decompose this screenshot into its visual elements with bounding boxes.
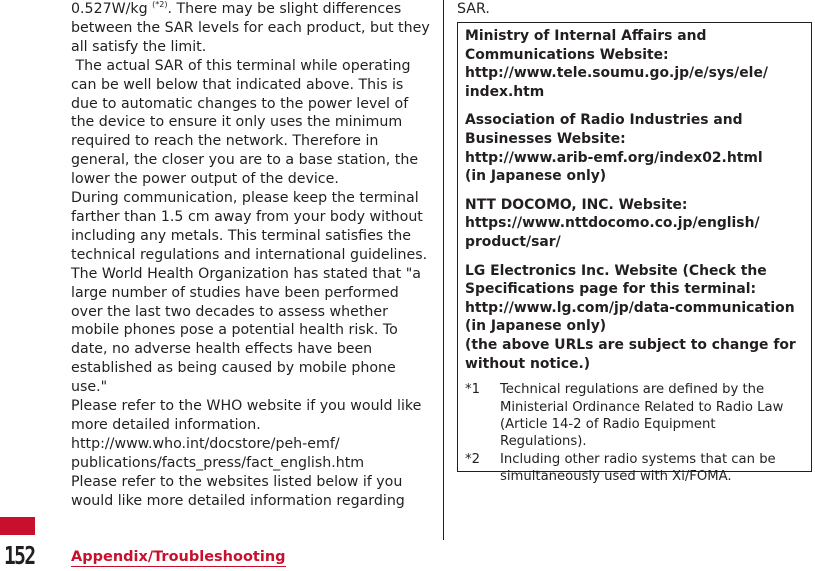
website-entry-line: Communications Website: xyxy=(465,46,669,63)
paragraph-who-refer: Please refer to the WHO website if you would like more detailed information. xyxy=(71,398,422,433)
website-entry-line: Association of Radio Industries and xyxy=(465,112,743,129)
website-entry-line: without notice.) xyxy=(465,355,591,372)
paragraph-sar-value: 0.527W/kg $^{(*2)}$. There may be slight differences between the SAR levels for each product, but they all satisfy the limit. xyxy=(71,0,430,55)
left-column xyxy=(71,0,431,510)
page-tab-marker xyxy=(0,517,35,535)
footnote-mark: *1 xyxy=(465,382,480,398)
paragraph-who-statement: The World Health Organization has stated that "a large number of studies have been performed over the last two decades to assess whether mobile phones pose a potential health risk. To date, no adverse health effects have been established as being caused by mobile phone use." xyxy=(71,265,421,396)
website-entry-line: Specifications page for this terminal: xyxy=(465,281,757,298)
right-column xyxy=(457,0,815,485)
website-entry-line: product/sar/ xyxy=(465,233,561,250)
website-entry-line: (in Japanese only) xyxy=(465,318,607,335)
website-entry-line: http://www.arib-emf.org/index02.html xyxy=(465,149,763,166)
website-entry-line: https://www.nttdocomo.co.jp/english/ xyxy=(465,215,760,232)
section-title-link[interactable]: Appendix/Troubleshooting xyxy=(71,549,286,565)
paragraph-websites-refer: Please refer to the websites listed below if you would like more detailed information regarding xyxy=(71,473,405,509)
website-entry xyxy=(465,196,805,252)
website-entry-line: LG Electronics Inc. Website (Check the xyxy=(465,262,767,279)
footnote-text: Including other radio systems that can be simultaneously used with Xi/FOMA. xyxy=(500,451,776,485)
website-entry-line: Ministry of Internal Affairs and xyxy=(465,28,707,44)
footnote-mark: *2 xyxy=(465,451,480,467)
website-entry-line: NTT DOCOMO, INC. Website: xyxy=(465,196,688,213)
paragraph-actual-sar: The actual SAR of this terminal while operating can be well below that indicated above. This is due to automatic changes to the power level of the device to ensure it only uses the minimum required to reach the network. Therefore in general, the closer you are to a base station, the lower the power output of the device. xyxy=(71,57,419,188)
page-number: 152 xyxy=(4,541,35,570)
website-entry-line: (in Japanese only) xyxy=(465,168,607,185)
footnote xyxy=(465,381,805,451)
footnote-ref: (*2) xyxy=(152,0,168,9)
column-divider xyxy=(443,0,444,540)
website-entry-line: Businesses Website: xyxy=(465,130,626,147)
footnote xyxy=(465,451,805,486)
website-entry xyxy=(465,27,805,101)
website-info-box xyxy=(457,22,812,485)
website-entry xyxy=(465,111,805,185)
website-entry-line: http://www.lg.com/jp/data-communication xyxy=(465,299,795,316)
website-entry xyxy=(465,262,805,374)
footnote-text: Technical regulations are defined by the Ministerial Ordinance Related to Radio Law (Article 14-2 of Radio Equipment Regulations). xyxy=(500,382,784,450)
sar-continuation: SAR. xyxy=(457,1,490,17)
website-entry-line: index.htm xyxy=(465,83,545,100)
website-entry-line: http://www.tele.soumu.go.jp/e/sys/ele/ xyxy=(465,65,768,82)
paragraph-communication: During communication, please keep the terminal farther than 1.5 cm away from your body without including any metals. This terminal satisfies the technical regulations and international guidelines. xyxy=(71,190,428,263)
who-url: http://www.who.int/docstore/peh-emf/ publications/facts_press/fact_english.htm xyxy=(71,435,365,471)
website-entry-line: (the above URLs are subject to change for xyxy=(465,336,796,353)
